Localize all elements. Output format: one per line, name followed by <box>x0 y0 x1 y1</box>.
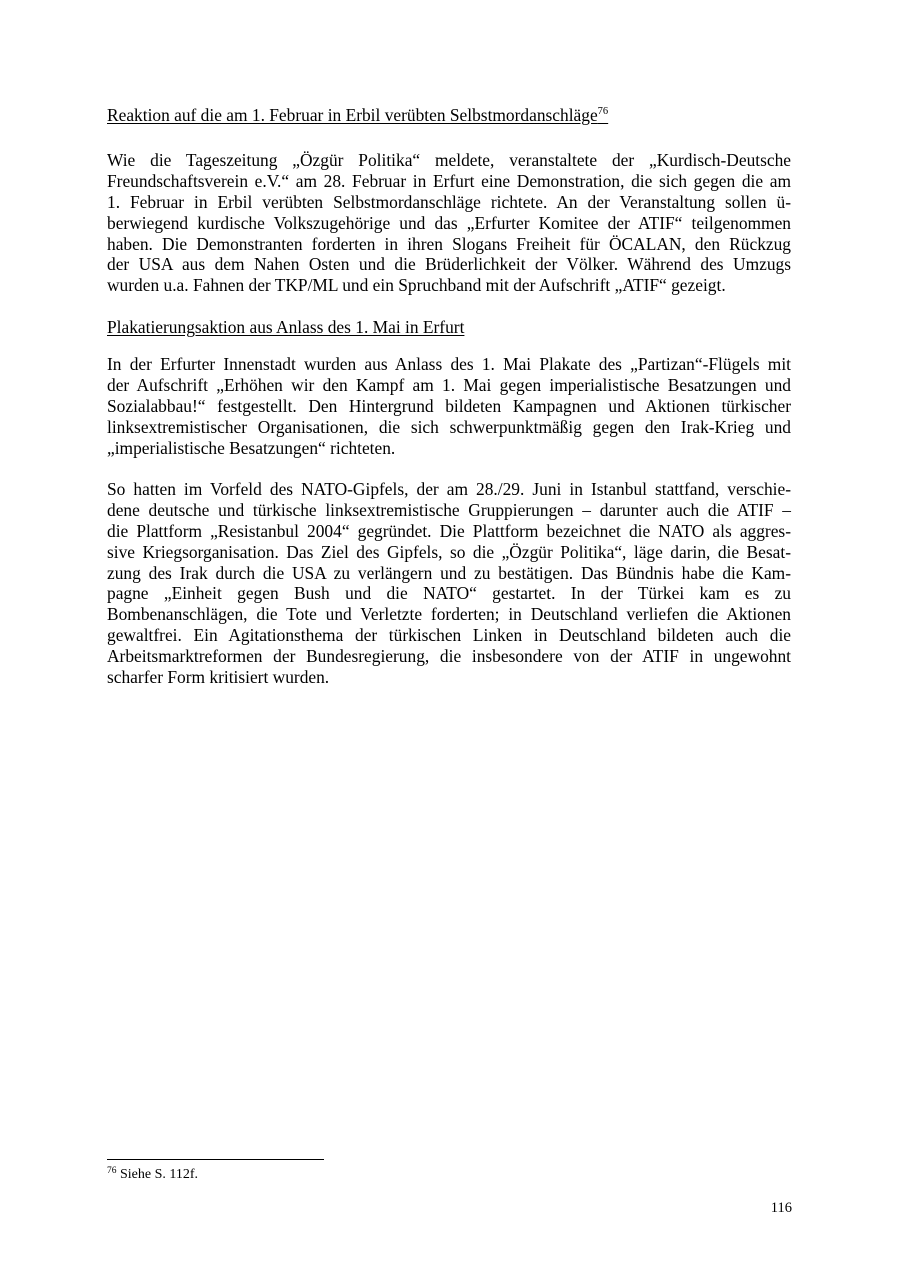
page-number: 116 <box>770 1200 792 1216</box>
footnote-text: Siehe S. 112f. <box>116 1167 199 1182</box>
text-line: der Aufschrift „Erhöhen wir den Kampf am 1. Mai gegen imperialistische Besatzungen und <box>107 374 791 395</box>
text-line: sive Kriegsorganisation. Das Ziel des Gipfels, so die „Özgür Politika“, läge darin, die Besat- <box>107 541 791 562</box>
text-line: Sozialabbau!“ festgestellt. Den Hintergrund bildeten Kampagnen und Aktionen türkischer <box>107 395 791 416</box>
text-line: 1. Februar in Erbil verübten Selbstmordanschläge richtete. An der Veranstaltung sollen ü- <box>107 191 791 212</box>
text-line: berwiegend kurdische Volkszugehörige und das „Erfurter Komitee der ATIF“ teilgenommen <box>107 212 791 233</box>
section-heading-erbil <box>107 105 608 126</box>
text-line: So hatten im Vorfeld des NATO-Gipfels, der am 28./29. Juni in Istanbul stattfand, verschie- <box>107 479 791 499</box>
footnote-number: 76 <box>107 1166 117 1176</box>
heading-text: Plakatierungsaktion aus Anlass des 1. Mai in Erfurt <box>107 317 465 337</box>
text-line: dene deutsche und türkische linksextremistische Gruppierungen – darunter auch die ATIF – <box>107 499 791 520</box>
heading-text: Reaktion auf die am 1. Februar in Erbil verübten Selbstmordanschläge <box>107 105 598 125</box>
paragraph-demonstration <box>107 150 791 296</box>
paragraph-nato-gipfel <box>107 479 791 688</box>
text-line: haben. Die Demonstranten forderten in ihren Slogans Freiheit für ÖCALAN, den Rückzug <box>107 233 791 254</box>
text-line: Bombenanschlägen, die Tote und Verletzte forderten; in Deutschland verliefen die Aktionen <box>107 604 791 625</box>
text-line: In der Erfurter Innenstadt wurden aus Anlass des 1. Mai Plakate des „Partizan“-Flügels mit <box>107 354 791 374</box>
text-line: der USA aus dem Nahen Osten und die Brüderlichkeit der Völker. Während des Umzugs <box>107 254 791 275</box>
text-line: wurden u.a. Fahnen der TKP/ML und ein Spruchband mit der Aufschrift „ATIF“ gezeigt. <box>107 275 726 296</box>
paragraph-plakate <box>107 354 791 458</box>
footnote <box>107 1166 198 1184</box>
footnote-reference[interactable]: 76 <box>597 106 609 117</box>
text-line: Arbeitsmarktreformen der Bundesregierung, die insbesondere von der ATIF in ungewohnt <box>107 646 791 667</box>
text-line: pagne „Einheit gegen Bush und die NATO“ gestartet. In der Türkei kam es zu <box>107 583 791 604</box>
footnote-separator <box>107 1159 324 1160</box>
text-line: zung des Irak durch die USA zu verlängern und zu bestätigen. Das Bündnis habe die Kam- <box>107 562 791 583</box>
text-line: Wie die Tageszeitung „Özgür Politika“ meldete, veranstaltete der „Kurdisch-Deutsche <box>107 150 791 170</box>
text-line: linksextremistischer Organisationen, die sich schwerpunktmäßig gegen den Irak-Krieg und <box>107 416 791 437</box>
text-line: gewaltfrei. Ein Agitationsthema der türkischen Linken in Deutschland bildeten auch die <box>107 625 791 646</box>
text-line: scharfer Form kritisiert wurden. <box>107 667 330 688</box>
text-line: Freundschaftsverein e.V.“ am 28. Februar in Erfurt eine Demonstration, die sich gegen die am <box>107 170 791 191</box>
section-heading-plakatierung <box>107 317 464 338</box>
text-line: „imperialistische Besatzungen“ richteten. <box>107 437 396 458</box>
text-line: die Plattform „Resistanbul 2004“ gegründet. Die Plattform bezeichnet die NATO als aggres- <box>107 520 791 541</box>
